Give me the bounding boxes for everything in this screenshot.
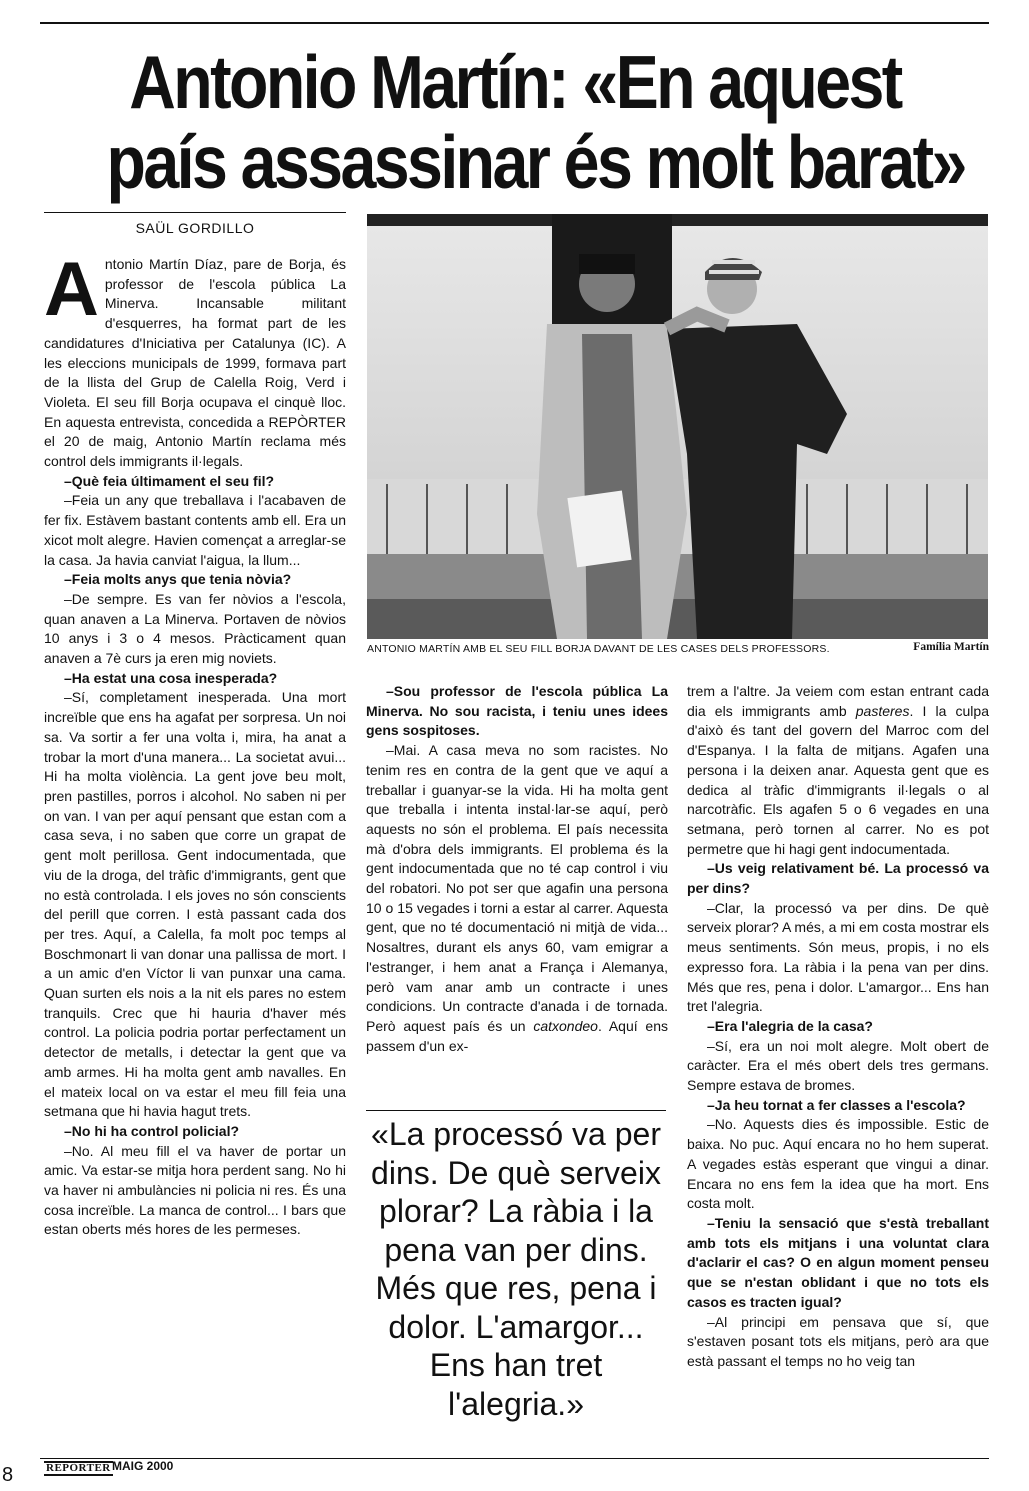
answer-continued: [687, 682, 989, 859]
question: –Ha estat una cosa inesperada?: [64, 669, 278, 686]
answer: –Sí, era un noi molt alegre. Molt obert de caràcter. Era el més obert dels tres germans. Sempre estava de bromes.: [687, 1037, 989, 1094]
answer-text: trem a l'altre. Ja veiem com estan entrant cada dia els immigrants amb: [687, 683, 989, 719]
issue-date: MAIG 2000: [112, 1459, 174, 1473]
answer-emphasis: pasteres: [855, 702, 910, 719]
photo-illustration: [367, 214, 988, 639]
headline: [106, 40, 965, 204]
question: –Què feia últimament el seu fil?: [64, 472, 275, 489]
answer-text: –Mai. A casa meva no som racistes. No tenim res en contra de la gent que ve aquí a treballar i guanyar-se la vida. Hi ha molta gent que treballa i intenta instal·lar-se aquí, però aquests no són el problema. El país necessita mà d'obra dels immigrants. El problema és la gent indocumentada que no té cap control i viu del robatori. No pot ser que agafin una persona 10 o 15 vegades i torni a estar al carrer. Aquesta gent, que no té documentació ni mitjà de vida... Nosaltres, durant els anys 60, vam emigrar a l'estranger, i hem anat a França i Alemanya, però vam anar amb un contracte i unes condicions. Un contracte d'anada i de tornada. Però aquest país és un: [366, 742, 668, 1034]
top-rule: [40, 22, 989, 24]
intro-text: ntonio Martín Díaz, pare de Borja, és professor de l'escola pública La Minerva. Incansable militant d'esquerres, ha format part de les candidatures d'Iniciativa per Catalunya (IC). A les eleccions municipals de 1999, formava part de la llista del Grup de Calella Roig, Verd i Violeta. El seu fill Borja ocupava el cinquè lloc. En aquesta entrevista, concedida a REPÒRTER el 20 de maig, Antonio Martín reclama més control dels immigrants il·legals.: [44, 256, 346, 470]
photo-credit: Família Martín: [913, 641, 989, 653]
answer: –No. Al meu fill el va haver de portar un amic. Va estar-se mitja hora perdent sang. No hi va haver ni ambulàncies ni policia ni res. És una cosa increïble. La manca de control... I bars que estan oberts més hores de les permeses.: [44, 1142, 346, 1238]
question: –Teniu la sensació que s'està treballant amb tots els mitjans i una voluntat clara d'aclarir el cas? O en algun moment penseu que se n'estan oblidant i que no tots els casos es tracten igual?: [687, 1214, 989, 1310]
answer-text: . Aquí ens passem d'un ex-: [366, 1017, 668, 1054]
answer-emphasis: catxondeo: [533, 1017, 598, 1034]
answer: [366, 741, 668, 1056]
question: –Era l'alegria de la casa?: [707, 1017, 873, 1034]
answer: –Feia un any que treballava i l'acabaven de fer fix. Estàvem bastant contents amb ell. Era un xicot molt alegre. Havien començat a arreglar-se la casa. Ja havia canviat l'aigua, la llum...: [44, 492, 346, 568]
article-column-3: [687, 682, 989, 1372]
answer-text: . I la culpa d'això és tant del govern del Marroc com del d'Espanya. I la falta de mitjans. Agafen una persona i la deixen anar. Aquesta gent que es dedica al tràfic d'immigrants il·legals o al narcotràfic. Els agafen 5 o 6 vegades en una setmana, però tornen al carrer. No es pot permetre que hi hagi gent indocumentada.: [687, 702, 989, 857]
byline-rule: [44, 212, 346, 213]
answer: –Al principi em pensava que sí, que s'estaven posant tots els mitjans, però ara que està passant el temps no ho veig tan: [687, 1313, 989, 1369]
byline: SAÜL GORDILLO: [135, 220, 255, 236]
answer: –Clar, la processó va per dins. De què serveix plorar? A més, a mi em costa mostrar els meus sentiments. Són meus, propis, i no els expresso fora. La ràbia i la pena van per dins. Més que res, pena i dolor. L'amargor... Ens han tret l'alegria.: [687, 899, 989, 1015]
question: –Sou professor de l'escola pública La Minerva. No sou racista, i teniu unes idees gens sospitoses.: [366, 683, 668, 739]
intro-paragraph: [44, 247, 346, 472]
pullquote-rule: [366, 1110, 666, 1111]
headline-line-1: Antonio Martín: «En aquest: [129, 40, 901, 124]
pull-quote: «La processó va per dins. De què serveix plorar? La ràbia i la pena van per dins. Més que res, pena i dolor. L'amargor... Ens han tret l'alegria.»: [371, 1116, 661, 1422]
photo: [367, 214, 988, 639]
bottom-rule: [40, 1458, 989, 1459]
answer: –No. Aquests dies és impossible. Estic de baixa. No puc. Aquí encara no ho hem superat. A vegades estàs esperant que vingui a dinar. Encara no ens fem la idea que ha mort. Ens costa molt.: [687, 1116, 989, 1212]
question: –Us veig relativament bé. La processó va per dins?: [687, 860, 989, 897]
question: –Ja heu tornat a fer classes a l'escola?: [707, 1096, 966, 1113]
answer: –De sempre. Es van fer nòvios a l'escola, quan anaven a La Minerva. Portaven de nòvios 10 anys i 3 o 4 mesos. Pràcticament quan anaven a 7è curs ja eren mig noviets.: [44, 590, 346, 667]
magazine-logo: REPÒRTER: [46, 1462, 111, 1474]
page-number: 8: [2, 1464, 14, 1486]
headline-line-2: país assassinar és molt barat»: [106, 120, 965, 204]
drop-cap: A: [44, 247, 99, 332]
article-column-2: [366, 682, 668, 1056]
question: –Feia molts anys que tenia nòvia?: [64, 571, 292, 588]
answer: –Sí, completament inesperada. Una mort increïble que ens ha agafat per sorpresa. Un noi sa. Va sortir a fer una volta i, mira, ha anat a trobar la mort d'una manera... La societat avui... Hi ha molta violència. La gent jove beu molt, pren pastilles, porros i alcohol. No saben ni per on van. I van per aquí pensant que estan com a casa seva, i no saben que corre un grapat de gent molt perillosa. Gent indocumentada, que viu de la droga, del tràfic d'immigrants, gent que no està controlada. I els joves no són conscients del perill que corren. I està passant cada dos per tres. Aquí, a Calella, fa molt poc temps al Boschmonart li van donar una pallissa de mort. I a un amic d'en Víctor li van punxar una cama. Quan surten els nois a la nit els pares no estem tranquils. Crec que hi hauria d'haver més control. La policia podria portar perfectament un detector de metalls, i detectar la gent que va amb armes. Hi ha molta gent amb navalles. En el mateix local on va estar el meu fill feia una setmana que hi havia hagut trets.: [44, 689, 346, 1120]
question: –No hi ha control policial?: [64, 1122, 240, 1139]
article-column-1: [44, 247, 346, 1240]
photo-caption: ANTONIO MARTÍN AMB EL SEU FILL BORJA DAVANT DE LES CASES DELS PROFESSORS.: [367, 643, 830, 655]
